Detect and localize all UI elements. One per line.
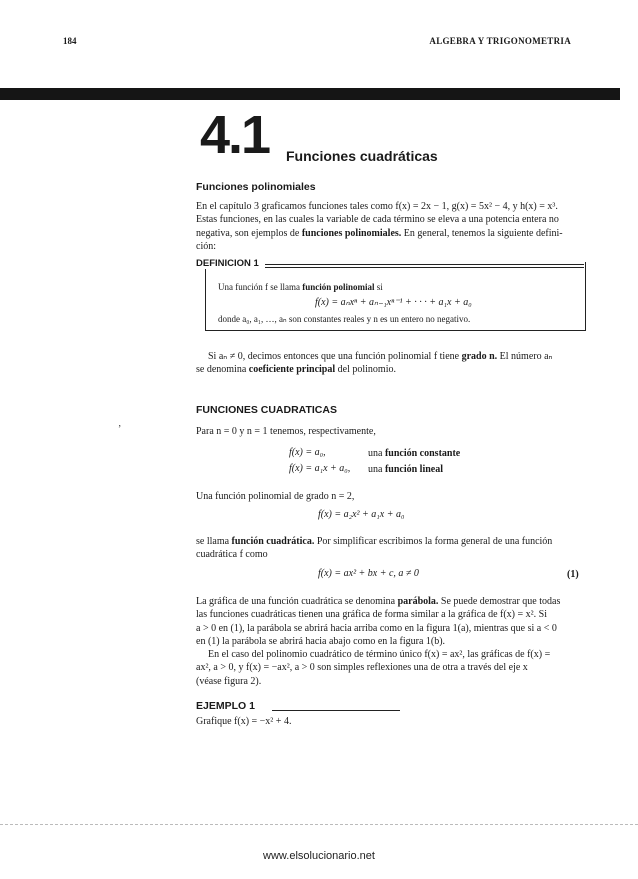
paragraph-cuadratica [196,535,588,562]
definition-rule [265,264,584,268]
text-line: Si aₙ ≠ 0, decimos entonces que una función polinomial f tiene grado n. El número aₙ [208,351,553,362]
text-line: La gráfica de una función cuadrática se denomina parábola. Se puede demostrar que todas [196,596,561,607]
text-line: negativa, son ejemplos de funciones polinomiales. En general, tenemos la siguiente defini- [196,227,563,239]
subheading-cuadraticas: FUNCIONES CUADRATICAS [196,404,337,416]
section-banner-bar [0,88,620,100]
section-number: 4.1 [200,105,270,165]
term-parabola: parábola. [397,596,439,607]
text-line: Estas funciones, en las cuales la variable de cada término se eleva a una potencia entera no [196,214,559,226]
intro-line: Para n = 0 y n = 1 tenemos, respectivamente, [196,426,376,437]
term-funcion-polinomial: función polinomial [302,282,375,292]
label-constant: una función constante [368,448,461,459]
example-label: EJEMPLO 1 [196,700,255,712]
equation-number: (1) [567,569,579,580]
paragraph-intro [196,200,588,253]
grado-dos-line: Una función polinomial de grado n = 2, [196,491,355,502]
page-bottom-edge [0,824,638,825]
term-funciones-polinomiales: funciones polinomiales. [301,227,402,239]
text-line: cuadrática f como [196,549,268,561]
equation-quadratic: f(x) = a₂x² + a₁x + a₀ [318,509,405,520]
definition-label: DEFINICION 1 [196,258,263,269]
equation-constant: f(x) = a₀, [289,447,326,458]
equation-linear: f(x) = a₁x + a₀, [289,463,351,474]
text-line: ax², a > 0, y f(x) = −ax², a > 0 son simples reflexiones una de otra a través del eje x [196,662,528,674]
definition-line-3: donde a₀, a₁, …, aₙ son constantes reales y n es un entero no negativo. [218,314,471,324]
text-line: a > 0 en (1), la parábola se abrirá hacia arriba como en la figura 1(a), mientras que si a < 0 [196,622,557,634]
text-line: En el capítulo 3 graficamos funciones tales como f(x) = 2x − 1, g(x) = 5x² − 4, y h(x) = x³. [196,201,558,212]
text-line: en (1) la parábola se abrirá hacia abajo como en la figura 1(b). [196,635,446,647]
term-coeficiente-principal: coeficiente principal [248,364,336,376]
margin-mark: ‚ [118,418,122,429]
definition-formula: f(x) = aₙxⁿ + aₙ₋₁xⁿ⁻¹ + · · · + a₁x + a₀ [315,297,472,308]
text-line: se llama función cuadrática. Por simplificar escribimos la forma general de una función [196,536,553,547]
text-line: las funciones cuadráticas tienen una gráfica de forma similar a la gráfica de f(x) = x². Si [196,609,547,621]
paragraph-grado [196,350,588,377]
term-funcion-cuadratica: función cuadrática. [231,536,315,547]
text-line: se denomina coeficiente principal del polinomio. [196,364,396,376]
text-line: ción: [196,240,216,252]
term-grado: grado n. [461,351,498,362]
paragraph-parabola [196,595,588,688]
label-linear: una función lineal [368,464,444,475]
subheading-polinomiales: Funciones polinomiales [196,181,316,193]
page-number: 184 [63,36,77,46]
example-rule [272,710,400,711]
running-title: ALGEBRA Y TRIGONOMETRIA [429,36,571,46]
text-line: (véase figura 2). [196,675,262,687]
equation-general-form: f(x) = ax² + bx + c, a ≠ 0 [318,568,419,579]
text-line: En el caso del polinomio cuadrático de término único f(x) = ax², las gráficas de f(x) = [208,649,551,661]
definition-line-1: Una función f se llama función polinomial si [218,282,383,292]
example-text: Grafique f(x) = −x² + 4. [196,716,292,727]
footer-url: www.elsolucionario.net [263,850,375,862]
section-title: Funciones cuadráticas [286,148,438,164]
